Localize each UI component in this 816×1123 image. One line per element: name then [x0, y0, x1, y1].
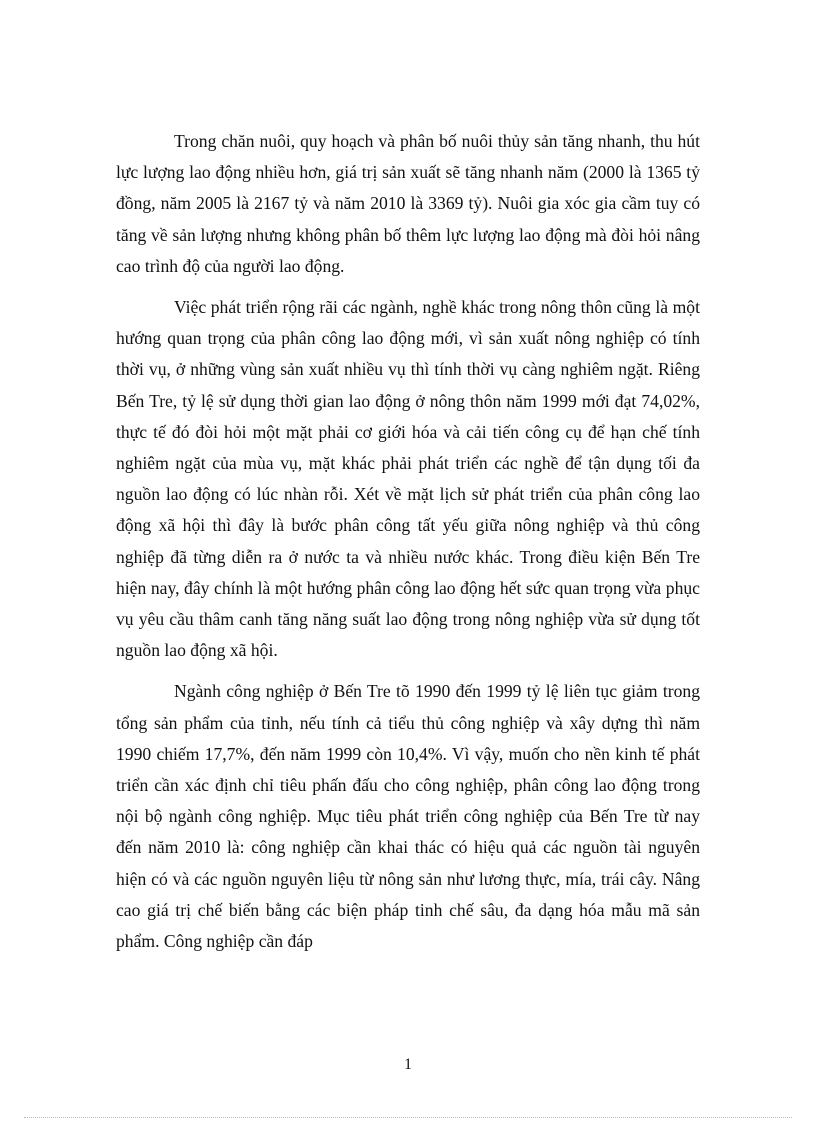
- paragraph-3: Ngành công nghiệp ở Bến Tre tõ 1990 đến 1999 tỷ lệ liên tục giảm trong tổng sản phẩm của tỉnh, nếu tính cả tiểu thủ công nghiệp và xây dựng thì năm 1990 chiếm 17,7%, đến năm 1999 còn 10,4%. Vì vậy, muốn cho nền kinh tế phát triển cần xác định chỉ tiêu phấn đấu cho công nghiệp, phân công lao động trong nội bộ ngành công nghiệp. Mục tiêu phát triển công nghiệp của Bến Tre từ nay đến năm 2010 là: công nghiệp cần khai thác có hiệu quả các nguồn tài nguyên hiện có và các nguồn nguyên liệu từ nông sản như lương thực, mía, trái cây. Nâng cao giá trị chế biến bằng các biện pháp tinh chế sâu, đa dạng hóa mẫu mã sản phẩm. Công nghiệp cần đáp: [116, 681, 700, 952]
- paragraph-1: Trong chăn nuôi, quy hoạch và phân bố nuôi thủy sản tăng nhanh, thu hút lực lượng lao động nhiều hơn, giá trị sản xuất sẽ tăng nhanh năm (2000 là 1365 tỷ đồng, năm 2005 là 2167 tỷ và năm 2010 là 3369 tỷ). Nuôi gia xóc gia cầm tuy có tăng về sản lượng nhưng không phân bố thêm lực lượng lao động mà đòi hỏi nâng cao trình độ của người lao động.: [116, 131, 700, 276]
- paragraph-2: Việc phát triển rộng rãi các ngành, nghề khác trong nông thôn cũng là một hướng quan trọng của phân công lao động mới, vì sản xuất nông nghiệp có tính thời vụ, ở những vùng sản xuất nhiều vụ thì tính thời vụ càng nghiêm ngặt. Riêng Bến Tre, tỷ lệ sử dụng thời gian lao động ở nông thôn năm 1999 mới đạt 74,02%, thực tế đó đòi hỏi một mặt phải cơ giới hóa và cải tiến công cụ để hạn chế tính nghiêm ngặt của mùa vụ, mặt khác phải phát triển các nghề để tận dụng tối đa nguồn lao động có lúc nhàn rỗi. Xét về mặt lịch sử phát triển của phân công lao động xã hội thì đây là bước phân công tất yếu giữa nông nghiệp và thủ công nghiệp đã từng diễn ra ở nước ta và nhiều nước khác. Trong điều kiện Bến Tre hiện nay, đây chính là một hướng phân công lao động hết sức quan trọng vừa phục vụ yêu cầu thâm canh tăng năng suất lao động trong nông nghiệp vừa sử dụng tốt nguồn lao động xã hội.: [116, 297, 700, 661]
- page-number: 1: [404, 1056, 412, 1073]
- page-bottom-border: [24, 1117, 792, 1118]
- document-body: [116, 126, 700, 967]
